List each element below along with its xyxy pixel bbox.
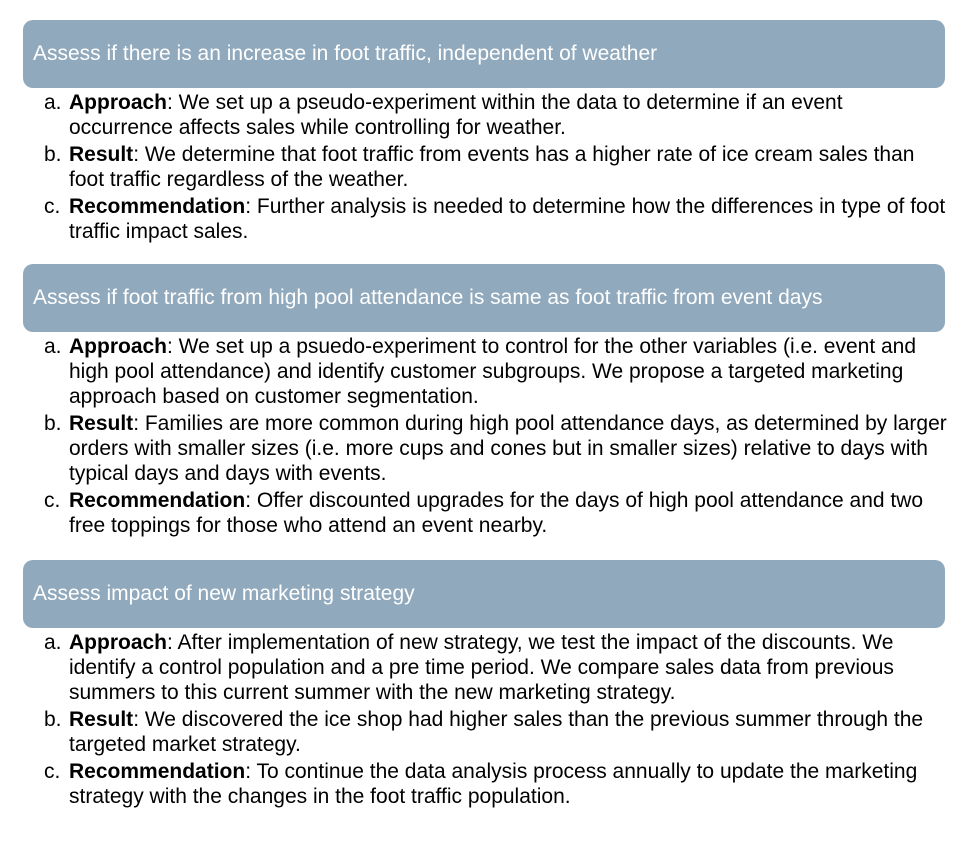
item-key: Approach [69, 91, 168, 114]
list-item-result [0, 142, 949, 192]
list-item-recommendation [0, 488, 949, 538]
item-marker: b. [44, 143, 62, 166]
list-item-approach [0, 90, 949, 140]
item-key: Recommendation [69, 489, 246, 512]
item-text: : We discovered the ice shop had higher sales than the previous summer through the targeted market strategy. [69, 708, 924, 756]
list-item-result [0, 411, 949, 486]
item-key: Recommendation [69, 760, 246, 783]
item-marker: a. [44, 631, 62, 654]
item-list [0, 630, 949, 811]
item-text: : Families are more common during high pool attendance days, as determined by larger orders with smaller sizes (i.e. more cups and cones but in smaller sizes) relative to days with typical days and days with events. [69, 412, 947, 485]
section-title: Assess if foot traffic from high pool attendance is same as foot traffic from event days [33, 285, 823, 309]
section-header [23, 264, 945, 332]
item-marker: c. [44, 760, 61, 783]
item-marker: b. [44, 708, 62, 731]
section-title: Assess if there is an increase in foot traffic, independent of weather [33, 41, 658, 65]
item-text: : We determine that foot traffic from events has a higher rate of ice cream sales than foot traffic regardless of the weather. [69, 143, 915, 191]
item-list [0, 334, 949, 540]
item-marker: a. [44, 335, 62, 358]
list-item-recommendation [0, 194, 949, 244]
item-key: Result [69, 708, 134, 731]
item-key: Approach [69, 335, 168, 358]
list-item-approach [0, 334, 949, 409]
item-text: : After implementation of new strategy, we test the impact of the discounts. We identify a control population and a pre time period. We compare sales data from previous summers to this current summer with the new marketing strategy. [69, 631, 894, 704]
item-text: : Offer discounted upgrades for the days of high pool attendance and two free toppings for those who attend an event nearby. [69, 489, 924, 537]
item-marker: a. [44, 91, 62, 114]
item-text: : We set up a pseudo-experiment within the data to determine if an event occurrence affects sales while controlling for weather. [69, 91, 843, 139]
list-item-approach [0, 630, 949, 705]
item-key: Result [69, 143, 134, 166]
item-text: : To continue the data analysis process annually to update the marketing strategy with the changes in the foot traffic population. [69, 760, 918, 808]
item-marker: c. [44, 489, 61, 512]
section-title: Assess impact of new marketing strategy [33, 581, 415, 605]
item-key: Result [69, 412, 134, 435]
item-key: Approach [69, 631, 168, 654]
item-text: : We set up a psuedo-experiment to control for the other variables (i.e. event and high pool attendance) and identify customer subgroups. We propose a targeted marketing approach based on customer segmentation. [69, 335, 917, 408]
list-item-result [0, 707, 949, 757]
section-header [23, 20, 945, 88]
item-marker: c. [44, 195, 61, 218]
item-text: : Further analysis is needed to determine how the differences in type of foot traffic impact sales. [69, 195, 946, 243]
item-key: Recommendation [69, 195, 246, 218]
item-list [0, 90, 949, 246]
item-marker: b. [44, 412, 62, 435]
list-item-recommendation [0, 759, 949, 809]
section-header [23, 560, 945, 628]
